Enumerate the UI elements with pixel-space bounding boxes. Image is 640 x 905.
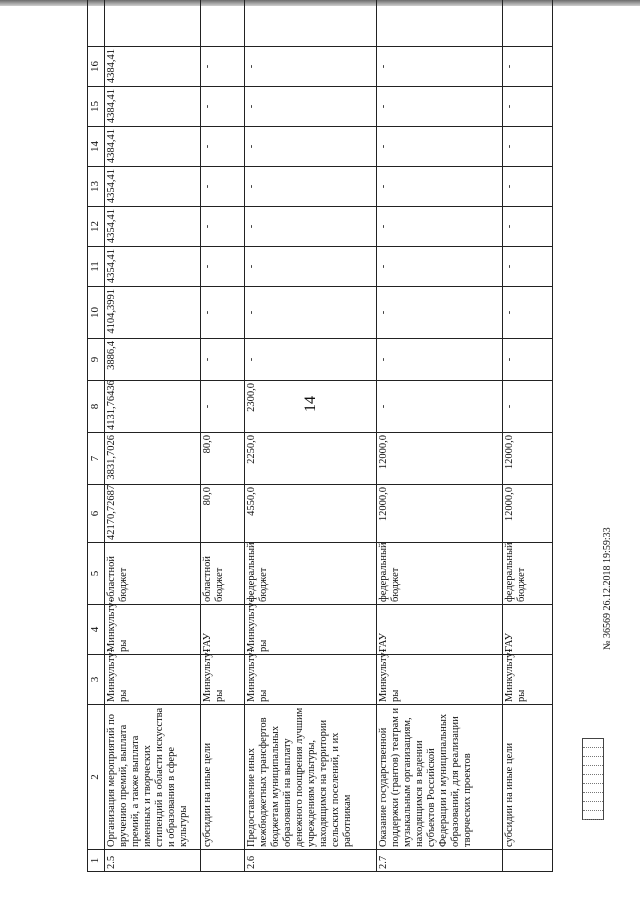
header-cell: 9 <box>88 339 105 381</box>
budget-source: федеральный бюджет <box>503 543 553 605</box>
table-row <box>201 0 245 872</box>
header-cell: 14 <box>88 127 105 167</box>
responsible-cell: Минкульту-ры <box>377 655 503 705</box>
header-cell: 7 <box>88 433 105 485</box>
row-name: субсидии на иные цели <box>201 705 245 850</box>
value-cell: - <box>201 167 245 207</box>
value-cell: - <box>377 287 503 339</box>
value-cell: - <box>377 381 503 433</box>
budget-source: федеральный бюджет <box>377 543 503 605</box>
value-cell: - <box>245 287 377 339</box>
value-cell: - <box>503 87 553 127</box>
value-cell <box>201 0 245 47</box>
header-cell: 3 <box>88 655 105 705</box>
row-name: субсидии на иные цели <box>503 705 553 850</box>
value-cell: - <box>245 207 377 247</box>
value-cell: 4354,41 <box>105 167 201 207</box>
value-cell: - <box>377 87 503 127</box>
budget-source: областной бюджет <box>201 543 245 605</box>
document-stamp <box>582 738 604 820</box>
value-cell <box>105 0 201 47</box>
table-row <box>503 0 553 872</box>
executor-cell: ГАУ <box>377 605 503 655</box>
header-cell: 1 <box>88 850 105 872</box>
value-cell: - <box>503 127 553 167</box>
value-cell: - <box>201 339 245 381</box>
value-cell: 80,0 <box>201 433 245 485</box>
value-cell: 4384,41 <box>105 87 201 127</box>
value-cell: - <box>201 47 245 87</box>
table-row <box>377 0 503 872</box>
header-cell <box>88 0 105 47</box>
value-cell <box>503 0 553 47</box>
row-number: 2.7 <box>377 850 503 872</box>
value-cell: - <box>245 247 377 287</box>
header-cell: 16 <box>88 47 105 87</box>
row-number: 2.5 <box>105 850 201 872</box>
document-footer: № 36569 26.12.2018 19:59:33 <box>602 527 613 650</box>
value-cell: 12000,0 <box>377 485 503 543</box>
row-number: 2.6 <box>245 850 377 872</box>
value-cell: - <box>201 247 245 287</box>
responsible-cell: Минкульту-ры <box>503 655 553 705</box>
value-cell: 4384,41 <box>105 47 201 87</box>
value-cell: - <box>377 167 503 207</box>
value-cell: - <box>377 127 503 167</box>
budget-source: федеральный бюджет <box>245 543 377 605</box>
executor-cell: Минкульту-ры <box>105 605 201 655</box>
value-cell: 4104,3991 <box>105 287 201 339</box>
value-cell: - <box>503 287 553 339</box>
value-cell: - <box>503 47 553 87</box>
value-cell: - <box>377 339 503 381</box>
header-cell: 13 <box>88 167 105 207</box>
value-cell: - <box>503 247 553 287</box>
value-cell: 4384,41 <box>105 127 201 167</box>
value-cell: - <box>201 127 245 167</box>
value-cell: 42170,72687 <box>105 485 201 543</box>
value-cell: - <box>377 247 503 287</box>
value-cell: - <box>245 127 377 167</box>
header-row <box>88 0 105 872</box>
value-cell: - <box>201 287 245 339</box>
responsible-cell: Минкульту-ры <box>245 655 377 705</box>
value-cell: - <box>245 47 377 87</box>
value-cell: - <box>377 47 503 87</box>
row-number <box>201 850 245 872</box>
header-cell: 2 <box>88 705 105 850</box>
value-cell: 80,0 <box>201 485 245 543</box>
executor-cell: ГАУ <box>503 605 553 655</box>
executor-cell: Минкульту-ры <box>245 605 377 655</box>
header-cell: 5 <box>88 543 105 605</box>
value-cell: - <box>245 339 377 381</box>
responsible-cell: Минкульту-ры <box>105 655 201 705</box>
page-number: 14 <box>302 396 319 412</box>
budget-table <box>87 0 553 872</box>
value-cell: 12000,0 <box>503 433 553 485</box>
value-cell: - <box>503 339 553 381</box>
row-name: Предоставление иных межбюджетных трансфертов бюджетам муниципальных образований на выплату денежного поощрения лучшим учреждениям культуры, находящимся на территории сельских поселений, и их работникам <box>245 705 377 850</box>
value-cell: - <box>201 87 245 127</box>
value-cell: - <box>503 167 553 207</box>
value-cell: - <box>377 207 503 247</box>
table-row <box>245 0 377 872</box>
header-cell: 11 <box>88 247 105 287</box>
row-number <box>503 850 553 872</box>
responsible-cell: Минкульту-ры <box>201 655 245 705</box>
value-cell: 12000,0 <box>503 485 553 543</box>
header-cell: 8 <box>88 381 105 433</box>
value-cell: 3831,7026 <box>105 433 201 485</box>
table-row <box>105 0 201 872</box>
row-name: Организация мероприятий по вручению премий, выплата премий, а также выплата именных и творческих стипендий в области искусства и образования в сфере культуры <box>105 705 201 850</box>
value-cell: 4354,41 <box>105 247 201 287</box>
row-name: Оказание государственной поддержки (грантов) театрам и музыкальным организациям, находящимся в ведении субъектов Российской Федерации и муниципальных образований, для реализации творческих проектов <box>377 705 503 850</box>
value-cell: - <box>245 167 377 207</box>
value-cell: - <box>503 381 553 433</box>
value-cell: - <box>201 381 245 433</box>
value-cell: 4550,0 <box>245 485 377 543</box>
value-cell: 2300,0 <box>245 381 377 433</box>
header-cell: 10 <box>88 287 105 339</box>
rotated-table-sheet <box>87 30 560 872</box>
value-cell: 3886,4 <box>105 339 201 381</box>
header-cell: 6 <box>88 485 105 543</box>
value-cell <box>245 0 377 47</box>
header-cell: 15 <box>88 87 105 127</box>
value-cell: - <box>503 207 553 247</box>
value-cell <box>377 0 503 47</box>
value-cell: 4354,41 <box>105 207 201 247</box>
executor-cell: ГАУ <box>201 605 245 655</box>
value-cell: 4131,76436 <box>105 381 201 433</box>
value-cell: - <box>201 207 245 247</box>
budget-source: областной бюджет <box>105 543 201 605</box>
header-cell: 4 <box>88 605 105 655</box>
header-cell: 12 <box>88 207 105 247</box>
value-cell: 12000,0 <box>377 433 503 485</box>
value-cell: 2250,0 <box>245 433 377 485</box>
value-cell: - <box>245 87 377 127</box>
